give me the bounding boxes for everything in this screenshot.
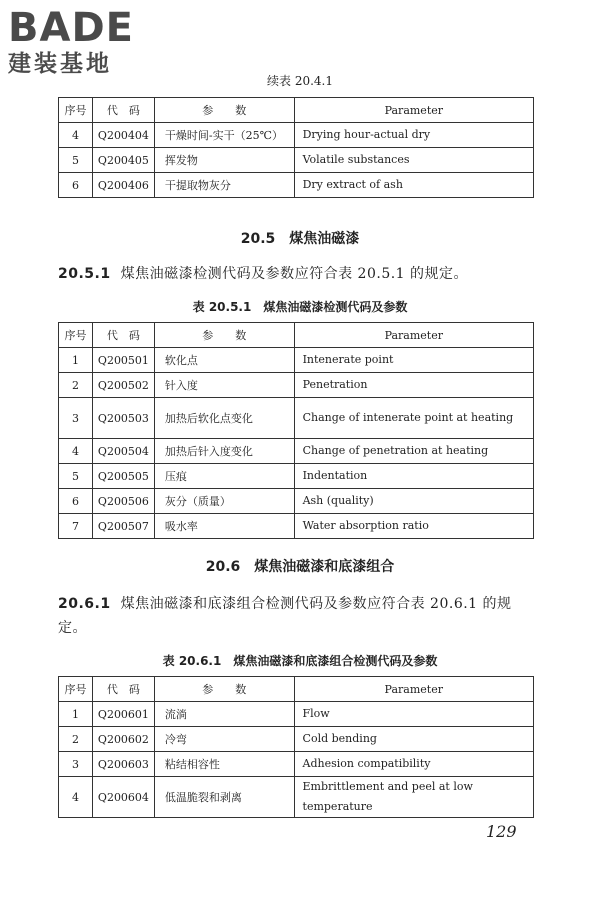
cell-index: 6 — [59, 173, 93, 198]
table-row — [59, 777, 534, 818]
clause-number: 20.6.1 — [58, 596, 111, 612]
cell-index: 5 — [59, 148, 93, 173]
cell-index: 1 — [59, 702, 93, 727]
header-param-en: Parameter — [294, 323, 533, 348]
cell-index: 2 — [59, 373, 93, 398]
header-param-cn: 参 数 — [154, 98, 294, 123]
table-row — [59, 702, 534, 727]
section-heading: 20.5 煤焦油磁漆 — [240, 231, 360, 247]
cell-param-cn: 灰分（质量） — [154, 489, 294, 514]
cell-code: Q200601 — [92, 702, 154, 727]
cell-param-en: Adhesion compatibility — [294, 752, 533, 777]
table-row — [59, 464, 534, 489]
cell-param-en: Indentation — [294, 464, 533, 489]
section-heading: 20.6 煤焦油磁漆和底漆组合 — [205, 559, 395, 575]
clause-paragraph — [58, 262, 538, 286]
cell-param-en: Drying hour-actual dry — [294, 123, 533, 148]
cell-index: 3 — [59, 752, 93, 777]
parameter-table — [58, 322, 534, 539]
cell-param-en: Intenerate point — [294, 348, 533, 373]
cell-index: 4 — [59, 777, 93, 818]
cell-code: Q200405 — [92, 148, 154, 173]
clause-text: 煤焦油磁漆和底漆组合检测代码及参数应符合表 20.6.1 的规定。 — [58, 596, 512, 636]
cell-code: Q200406 — [92, 173, 154, 198]
table-caption: 表 20.6.1 煤焦油磁漆和底漆组合检测代码及参数 — [162, 654, 438, 668]
cell-param-en: Change of intenerate point at heating — [294, 398, 533, 439]
cell-param-en: Cold bending — [294, 727, 533, 752]
cell-param-en: Volatile substances — [294, 148, 533, 173]
cell-param-cn: 挥发物 — [154, 148, 294, 173]
cell-param-cn: 加热后针入度变化 — [154, 439, 294, 464]
cell-param-en: Ash (quality) — [294, 489, 533, 514]
cell-index: 6 — [59, 489, 93, 514]
cell-param-en: Flow — [294, 702, 533, 727]
table-row — [59, 148, 534, 173]
cell-code: Q200602 — [92, 727, 154, 752]
table-row — [59, 123, 534, 148]
cell-param-cn: 软化点 — [154, 348, 294, 373]
cell-param-cn: 压痕 — [154, 464, 294, 489]
logo-wordmark: BADE — [8, 5, 134, 51]
clause-number: 20.5.1 — [58, 266, 111, 282]
table-row — [59, 373, 534, 398]
header-param-en: Parameter — [294, 98, 533, 123]
cell-index: 3 — [59, 398, 93, 439]
cell-code: Q200603 — [92, 752, 154, 777]
table-row — [59, 348, 534, 373]
cell-param-cn: 加热后软化点变化 — [154, 398, 294, 439]
header-param-en: Parameter — [294, 677, 533, 702]
cell-param-cn: 干提取物灰分 — [154, 173, 294, 198]
cell-code: Q200502 — [92, 373, 154, 398]
cell-index: 2 — [59, 727, 93, 752]
cell-param-cn: 低温脆裂和剥离 — [154, 777, 294, 818]
cell-param-cn: 干燥时间-实干（25℃） — [154, 123, 294, 148]
cell-code: Q200604 — [92, 777, 154, 818]
parameter-table — [58, 676, 534, 818]
table-header-row — [59, 677, 534, 702]
table-row — [59, 489, 534, 514]
cell-param-en: Embrittlement and peel at low temperature — [294, 777, 533, 818]
table-row — [59, 439, 534, 464]
cell-param-en: Change of penetration at heating — [294, 439, 533, 464]
cell-code: Q200501 — [92, 348, 154, 373]
cell-param-cn: 粘结相容性 — [154, 752, 294, 777]
clause-text: 煤焦油磁漆检测代码及参数应符合表 20.5.1 的规定。 — [120, 266, 469, 282]
cell-param-en: Water absorption ratio — [294, 514, 533, 539]
table-header-row — [59, 98, 534, 123]
cell-code: Q200503 — [92, 398, 154, 439]
table-row — [59, 752, 534, 777]
cell-index: 4 — [59, 439, 93, 464]
cell-param-en: Penetration — [294, 373, 533, 398]
table-row — [59, 173, 534, 198]
header-param-cn: 参 数 — [154, 323, 294, 348]
header-code: 代 码 — [92, 677, 154, 702]
table-row — [59, 727, 534, 752]
cell-code: Q200507 — [92, 514, 154, 539]
cell-index: 7 — [59, 514, 93, 539]
page-number: 129 — [486, 822, 517, 841]
cell-code: Q200504 — [92, 439, 154, 464]
cell-param-cn: 流淌 — [154, 702, 294, 727]
header-code: 代 码 — [92, 98, 154, 123]
table-header-row — [59, 323, 534, 348]
cell-param-cn: 冷弯 — [154, 727, 294, 752]
cell-code: Q200404 — [92, 123, 154, 148]
header-index: 序号 — [59, 677, 93, 702]
cell-code: Q200505 — [92, 464, 154, 489]
clause-paragraph — [58, 592, 538, 640]
site-logo — [8, 6, 178, 78]
header-param-cn: 参 数 — [154, 677, 294, 702]
header-index: 序号 — [59, 323, 93, 348]
cell-index: 1 — [59, 348, 93, 373]
table-caption: 续表 20.4.1 — [267, 74, 333, 88]
logo-subtitle: 建装基地 — [8, 51, 112, 77]
cell-param-cn: 针入度 — [154, 373, 294, 398]
cell-index: 5 — [59, 464, 93, 489]
cell-index: 4 — [59, 123, 93, 148]
table-caption: 表 20.5.1 煤焦油磁漆检测代码及参数 — [192, 300, 408, 314]
header-code: 代 码 — [92, 323, 154, 348]
cell-param-cn: 吸水率 — [154, 514, 294, 539]
cell-code: Q200506 — [92, 489, 154, 514]
table-row — [59, 514, 534, 539]
cell-param-en: Dry extract of ash — [294, 173, 533, 198]
parameter-table — [58, 97, 534, 198]
table-row — [59, 398, 534, 439]
header-index: 序号 — [59, 98, 93, 123]
